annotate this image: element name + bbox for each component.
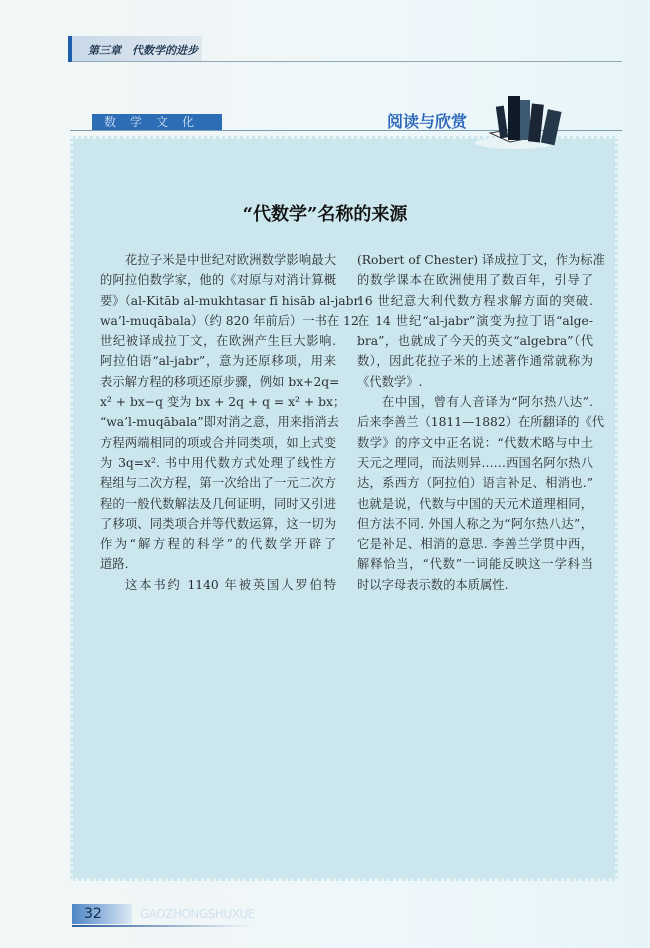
text-line: 阿拉伯语“al-jabr”，意为还原移项，用来	[100, 354, 336, 369]
text-line: 16 世纪意大利代数方程求解方面的突破.	[357, 293, 593, 308]
text-line: 也就是说，代数与中国的天元术道理相同，	[357, 496, 593, 511]
text-line: wa’l-muqābala）（约 820 年前后）一书在 12	[100, 313, 359, 328]
text-line: 天元之理同，而法则异……西国名阿尔热八	[357, 455, 593, 470]
text-line: “wa’l-muqābala”即对消之意，用来指消去	[100, 415, 339, 430]
text-line: 数学》的序文中正名说：“代数术略与中土	[357, 435, 593, 450]
text-line: 《代数学》.	[357, 374, 423, 389]
text-line: 要》（al-Kitāb al-mukhtasar fī hisāb al-jabr	[100, 293, 360, 308]
text-line: 在 14 世纪“al-jabr”演变为拉丁语“alge-	[357, 313, 593, 328]
text-line: 达，系西方（阿拉伯）语言补足、相消也.”	[357, 476, 593, 491]
text-line: 花拉子米是中世纪对欧洲数学影响最大	[125, 253, 336, 267]
text-line: 的数学课本在欧洲使用了数百年，引导了	[357, 273, 593, 288]
article-title: “代数学”名称的来源	[242, 204, 408, 225]
text-line: 作为“解方程的科学”的代数学开辟了	[100, 537, 336, 552]
footer-divider	[72, 925, 252, 927]
text-line: 程的一般代数解法及几何证明，同时又引进	[100, 496, 336, 511]
section-label: 数学文化	[92, 114, 222, 130]
text-line: x² + bx−q 变为 bx + 2q + q = x² + bx；	[100, 395, 346, 410]
text-line: 世纪被译成拉丁文，在欧洲产生巨大影响.	[100, 334, 336, 349]
text-line: 程组与二次方程，第一次给出了一元二次方	[100, 476, 336, 491]
chapter-title: 第三章 代数学的进步	[88, 44, 198, 57]
text-line: 解释恰当，“代数”一词能反映这一学科当	[357, 557, 593, 572]
header-divider	[72, 61, 622, 62]
text-line: 了移项、同类项合并等代数运算，这一切为	[100, 516, 336, 531]
books-icon	[470, 88, 570, 154]
text-line: 但方法不同. 外国人称之为“阿尔热八达”，	[357, 516, 593, 531]
text-line: 的阿拉伯数学家，他的《对原与对消计算概	[100, 273, 336, 288]
text-line: 表示解方程的移项还原步骤，例如 bx+2q=	[100, 374, 340, 389]
left-column	[100, 250, 360, 595]
text-line: 方程两端相同的项或合并同类项，如上式变	[100, 435, 336, 450]
text-line: 后来李善兰（1811—1882）在所翻译的《代	[357, 415, 605, 430]
text-line: 为 3q=x². 书中用代数方式处理了线性方	[100, 455, 336, 470]
text-line: bra”，也就成了今天的英文“algebra”（代	[357, 334, 593, 349]
text-line: 这本书约 1140 年被英国人罗伯特	[125, 577, 336, 592]
running-footer: GAOZHONGSHUXUE	[140, 907, 255, 921]
text-line: 时以字母表示数的本质属性.	[357, 577, 509, 592]
text-line: 它是补足、相消的意思. 李善兰学贯中西，	[357, 537, 593, 552]
text-line: 数），因此花拉子米的上述著作通常就称为	[357, 354, 593, 369]
text-line: 在中国，曾有人音译为“阿尔热八达”.	[382, 395, 593, 410]
right-column	[357, 250, 605, 595]
page-number: 32	[72, 904, 132, 924]
text-line: (Robert of Chester) 译成拉丁文，作为标准	[357, 253, 605, 267]
text-line: 道路.	[100, 557, 129, 572]
column-title: 阅读与欣赏	[387, 112, 468, 131]
